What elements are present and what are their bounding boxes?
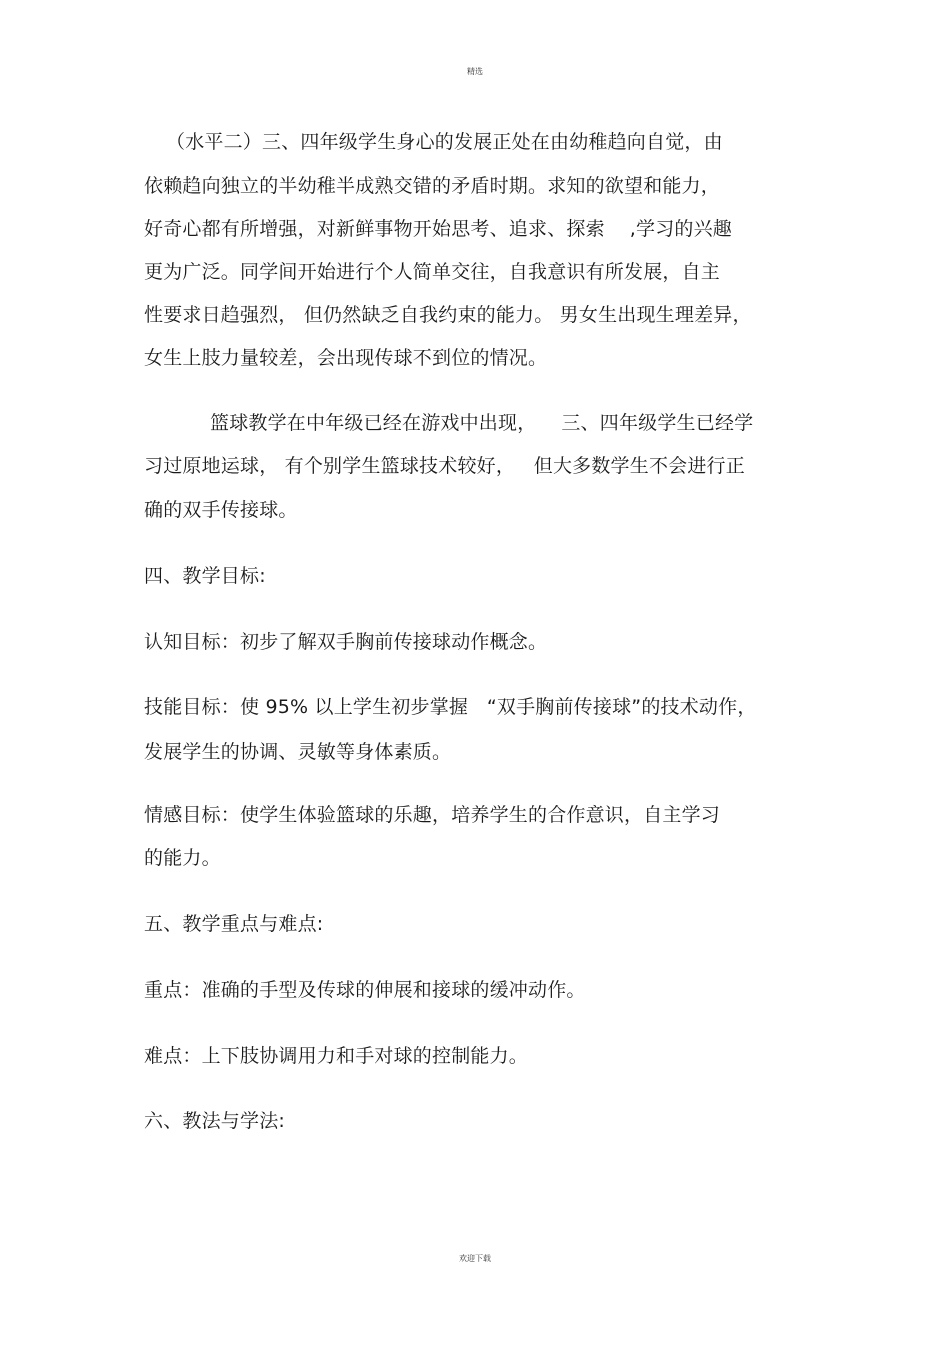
page-footer: 欢迎下载 [459, 1254, 491, 1263]
paragraph-1-line-1: （水平二）三、四年级学生身心的发展正处在由幼稚趋向自觉，由 [166, 131, 723, 153]
paragraph-2-line-3: 确的双手传接球。 [144, 499, 298, 521]
affective-goal-line-2: 的能力。 [144, 847, 221, 869]
paragraph-1-line-5: 性要求日趋强烈， 但仍然缺乏自我约束的能力。 男女生出现生理差异， [144, 304, 752, 326]
affective-goal-line-1: 情感目标：使学生体验篮球的乐趣，培养学生的合作意识，自主学习 [144, 804, 721, 826]
paragraph-2-line-2: 习过原地运球， 有个别学生篮球技术较好， 但大多数学生不会进行正 [144, 455, 745, 477]
paragraph-1-line-4: 更为广泛。同学间开始进行个人简单交往，自我意识有所发展，自主 [144, 261, 721, 283]
section-heading-goals: 四、教学目标: [144, 565, 266, 587]
section-heading-key-points: 五、教学重点与难点: [144, 913, 324, 935]
skill-goal-line-2: 发展学生的协调、灵敏等身体素质。 [144, 741, 452, 763]
paragraph-2-line-1: 篮球教学在中年级已经在游戏中出现， 三、四年级学生已经学 [210, 412, 754, 434]
skill-goal-line-1: 技能目标：使 95% 以上学生初步掌握 “双手胸前传接球”的技术动作， [144, 696, 757, 718]
cognitive-goal: 认知目标：初步了解双手胸前传接球动作概念。 [144, 631, 548, 653]
paragraph-1-line-2: 依赖趋向独立的半幼稚半成熟交错的矛盾时期。求知的欲望和能力， [144, 175, 721, 197]
paragraph-1-line-6: 女生上肢力量较差，会出现传球不到位的情况。 [144, 347, 548, 369]
page-header: 精选 [467, 67, 483, 76]
section-heading-methods: 六、教法与学法: [144, 1110, 286, 1132]
key-point: 重点：准确的手型及传球的伸展和接球的缓冲动作。 [144, 979, 586, 1001]
difficulty-point: 难点：上下肢协调用力和手对球的控制能力。 [144, 1045, 529, 1067]
paragraph-1-line-3: 好奇心都有所增强，对新鲜事物开始思考、追求、探索 ,学习的兴趣 [144, 218, 732, 240]
